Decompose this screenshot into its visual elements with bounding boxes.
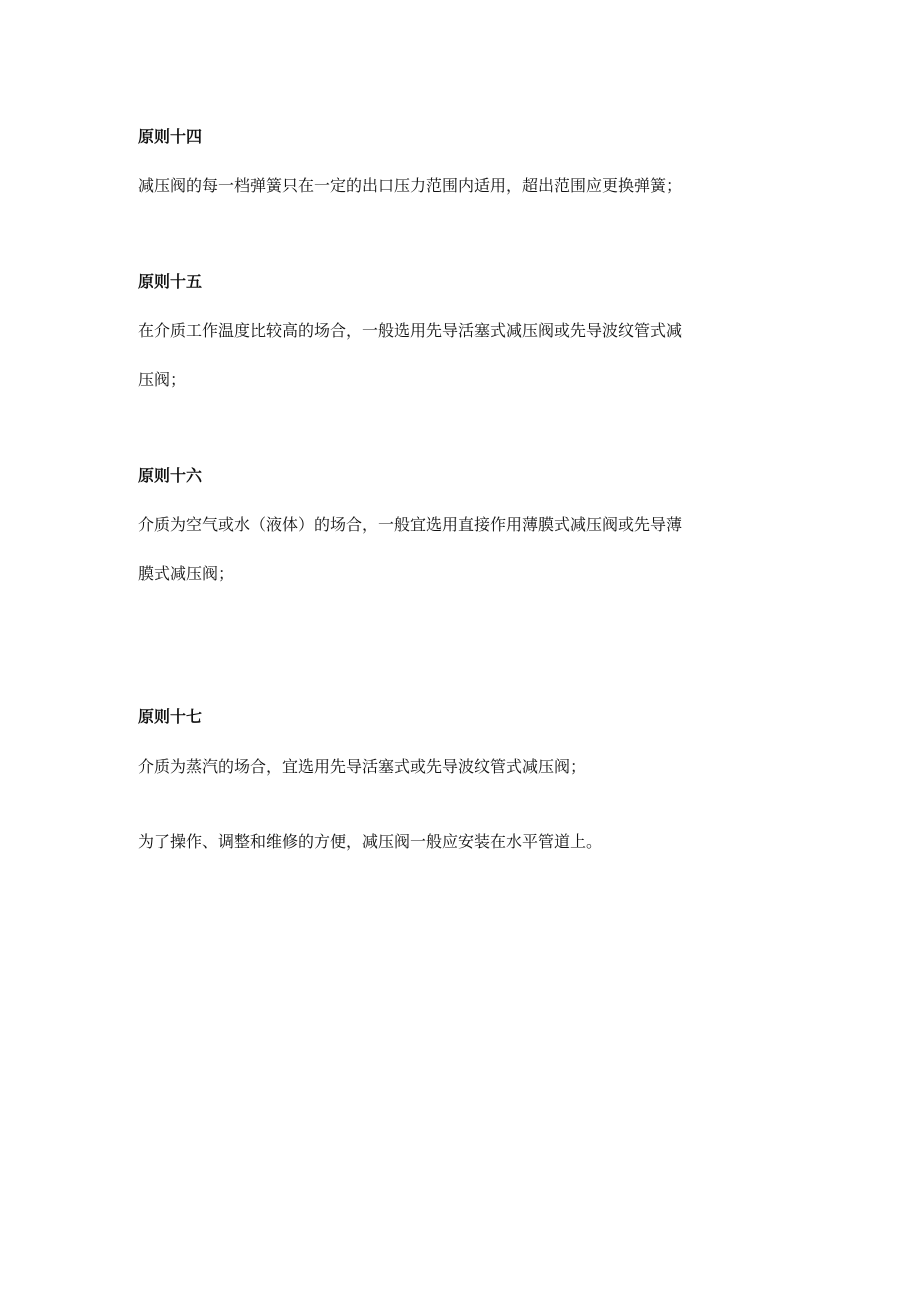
section-heading-14: 原则十四 bbox=[138, 127, 203, 146]
section-heading-16: 原则十六 bbox=[138, 466, 203, 485]
section-14-line-1: 减压阀的每一档弹簧只在一定的出口压力范围内适用，超出范围应更换弹簧； bbox=[138, 176, 683, 195]
section-16-line-2: 膜式减压阀； bbox=[138, 564, 235, 583]
closing-paragraph: 为了操作、调整和维修的方便，减压阀一般应安装在水平管道上。 bbox=[138, 832, 603, 851]
section-15-line-2: 压阀； bbox=[138, 370, 187, 389]
section-15-line-1: 在介质工作温度比较高的场合，一般选用先导活塞式减压阀或先导波纹管式减 bbox=[138, 321, 683, 340]
section-heading-17: 原则十七 bbox=[138, 707, 203, 726]
section-16-line-1: 介质为空气或水（液体）的场合，一般宜选用直接作用薄膜式减压阀或先导薄 bbox=[138, 515, 683, 534]
section-17-line-1: 介质为蒸汽的场合，宜选用先导活塞式或先导波纹管式减压阀； bbox=[138, 757, 587, 776]
section-heading-15: 原则十五 bbox=[138, 272, 203, 291]
